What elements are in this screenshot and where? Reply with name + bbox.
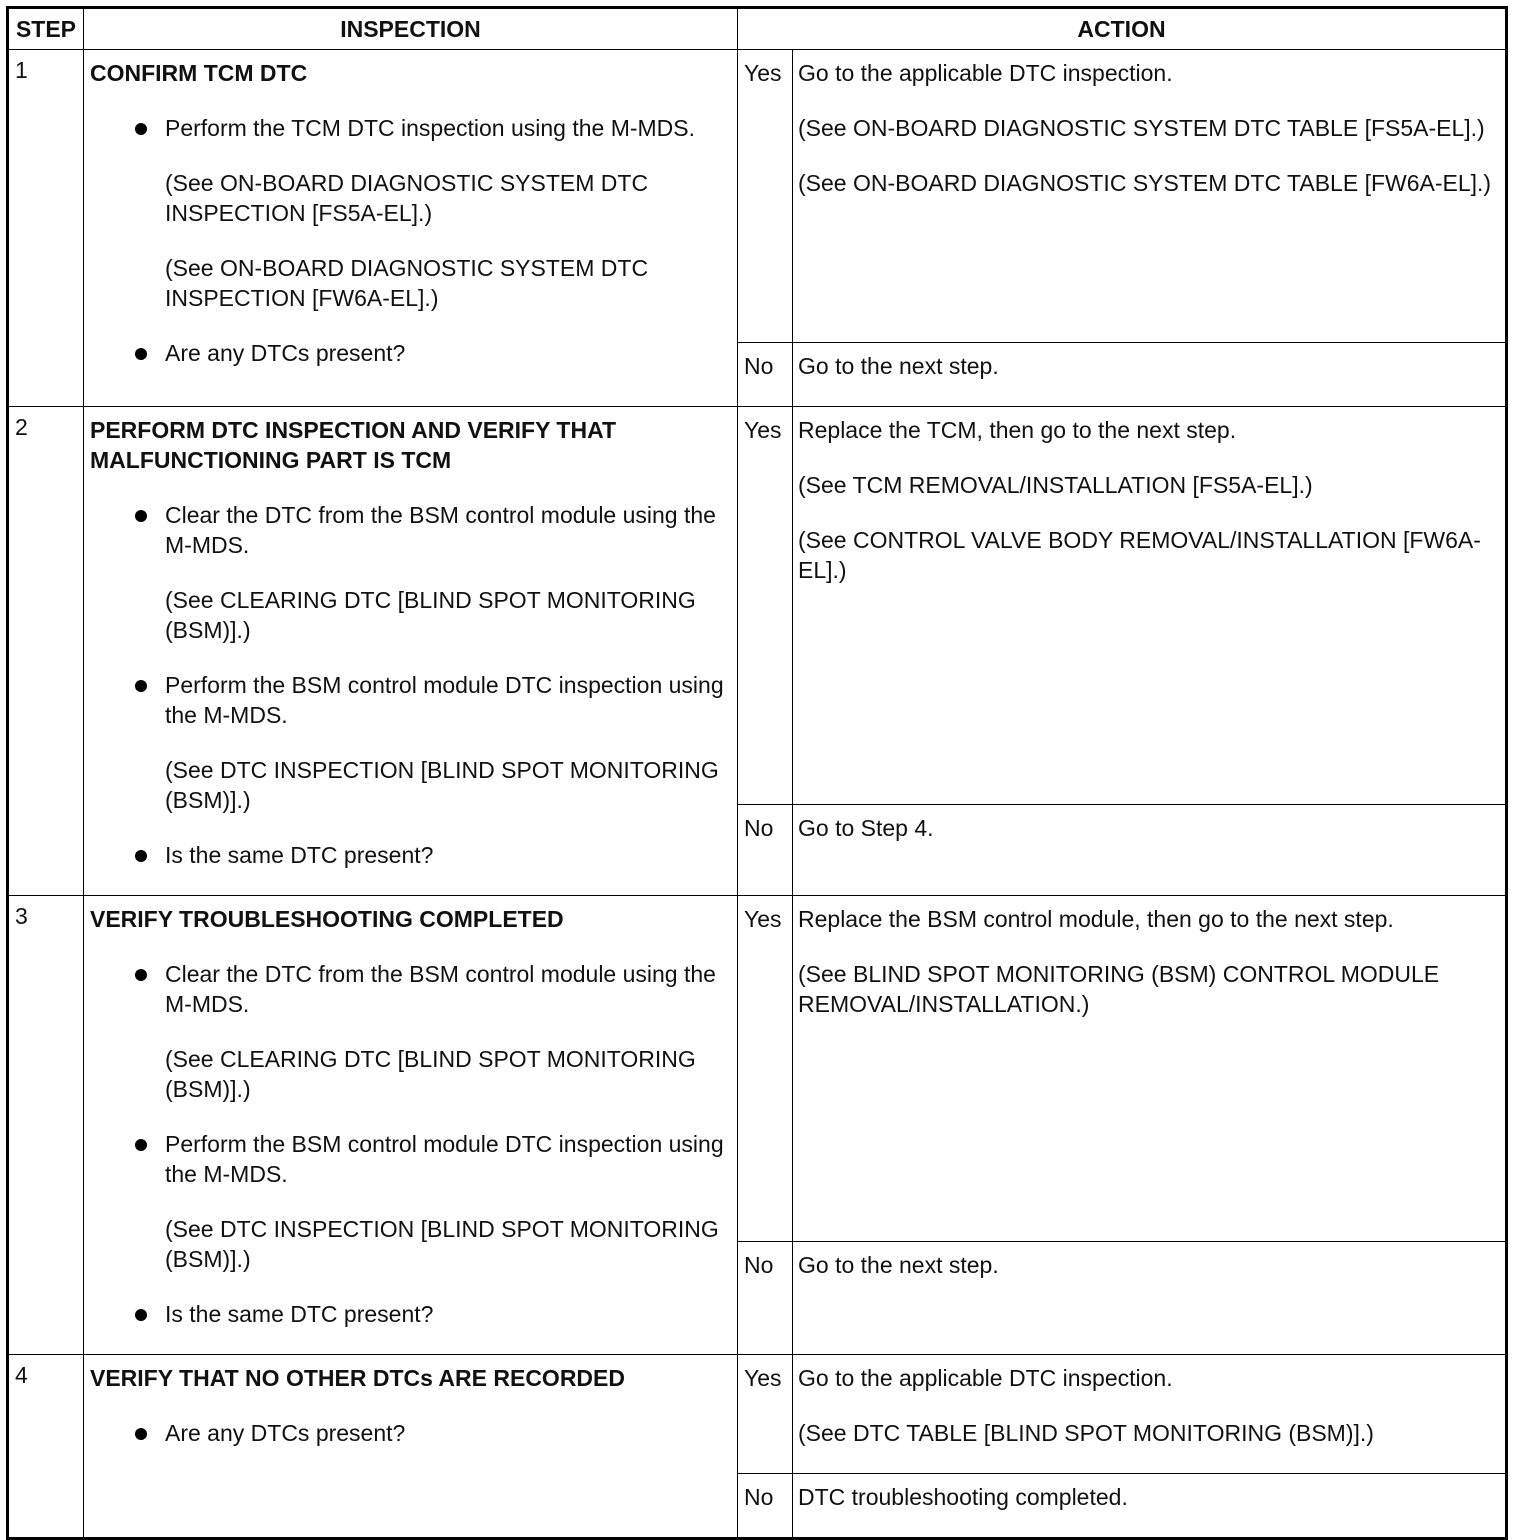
action-text: (See DTC TABLE [BLIND SPOT MONITORING (BSM)].): [798, 1420, 1374, 1446]
action-text: DTC troubleshooting completed.: [798, 1484, 1128, 1510]
action-text: (See CONTROL VALVE BODY REMOVAL/INSTALLATION [FW6A-EL].): [798, 527, 1481, 583]
action-text: Go to the applicable DTC inspection.: [798, 1365, 1173, 1391]
no-label: No: [738, 1474, 793, 1539]
inspection-title: CONFIRM TCM DTC: [90, 60, 308, 86]
header-inspection: INSPECTION: [84, 8, 738, 50]
inspection-bullet: Perform the TCM DTC inspection using the M-MDS.: [90, 113, 729, 143]
step-row-yes: [8, 407, 1507, 805]
header-step: STEP: [8, 8, 84, 50]
no-action: [793, 343, 1507, 407]
action-text: Go to the applicable DTC inspection.: [798, 60, 1173, 86]
step-row-yes: [8, 1355, 1507, 1474]
inspection-bullet: Perform the BSM control module DTC inspection using the M-MDS.: [90, 1129, 729, 1189]
inspection-bullet: Are any DTCs present?: [90, 338, 729, 368]
inspection-reference: (See DTC INSPECTION [BLIND SPOT MONITORING (BSM)].): [165, 757, 719, 813]
inspection-reference: (See CLEARING DTC [BLIND SPOT MONITORING (BSM)].): [165, 587, 696, 643]
inspection-bullet: Clear the DTC from the BSM control module using the M-MDS.: [90, 959, 729, 1019]
action-text: Go to the next step.: [798, 1251, 999, 1278]
inspection-title: VERIFY TROUBLESHOOTING COMPLETED: [90, 906, 564, 932]
inspection-bullet: Are any DTCs present?: [90, 1418, 729, 1448]
action-text: (See ON-BOARD DIAGNOSTIC SYSTEM DTC TABLE [FW6A-EL].): [798, 170, 1492, 196]
header-row: [8, 8, 1507, 50]
inspection-cell: [84, 407, 738, 896]
no-action: [793, 804, 1507, 895]
no-action: [793, 1474, 1507, 1539]
inspection-bullet: Clear the DTC from the BSM control module using the M-MDS.: [90, 500, 729, 560]
no-label: No: [738, 343, 793, 407]
step-row-yes: [8, 896, 1507, 1242]
yes-label: Yes: [738, 50, 793, 343]
step-number: 3: [8, 896, 84, 1355]
inspection-reference: (See CLEARING DTC [BLIND SPOT MONITORING (BSM)].): [165, 1046, 696, 1102]
yes-label: Yes: [738, 407, 793, 805]
inspection-cell: [84, 896, 738, 1355]
step-number: 2: [8, 407, 84, 896]
inspection-bullet: Is the same DTC present?: [90, 840, 729, 870]
troubleshooting-table: [6, 6, 1508, 1540]
step-number: 4: [8, 1355, 84, 1539]
yes-label: Yes: [738, 1355, 793, 1474]
yes-action: [793, 407, 1507, 805]
inspection-reference: (See ON-BOARD DIAGNOSTIC SYSTEM DTC INSPECTION [FS5A-EL].): [165, 170, 649, 226]
inspection-title: VERIFY THAT NO OTHER DTCs ARE RECORDED: [90, 1365, 625, 1391]
action-text: (See BLIND SPOT MONITORING (BSM) CONTROL MODULE REMOVAL/INSTALLATION.): [798, 961, 1440, 1017]
action-text: Replace the BSM control module, then go to the next step.: [798, 906, 1394, 932]
inspection-cell: [84, 50, 738, 407]
step-row-yes: [8, 50, 1507, 343]
action-text: (See TCM REMOVAL/INSTALLATION [FS5A-EL].): [798, 472, 1313, 498]
yes-action: [793, 896, 1507, 1242]
inspection-bullet: Is the same DTC present?: [90, 1299, 729, 1329]
inspection-bullet: Perform the BSM control module DTC inspection using the M-MDS.: [90, 670, 729, 730]
inspection-title: PERFORM DTC INSPECTION AND VERIFY THAT MALFUNCTIONING PART IS TCM: [90, 417, 617, 473]
no-label: No: [738, 804, 793, 895]
inspection-reference: (See DTC INSPECTION [BLIND SPOT MONITORING (BSM)].): [165, 1216, 719, 1272]
inspection-reference: (See ON-BOARD DIAGNOSTIC SYSTEM DTC INSPECTION [FW6A-EL].): [165, 255, 649, 311]
header-action: ACTION: [738, 8, 1507, 50]
action-text: Replace the TCM, then go to the next step.: [798, 417, 1237, 443]
action-text: Go to the next step.: [798, 353, 999, 379]
yes-action: [793, 50, 1507, 343]
step-number: 1: [8, 50, 84, 407]
inspection-cell: [84, 1355, 738, 1539]
action-text: Go to Step 4.: [798, 814, 934, 841]
yes-action: [793, 1355, 1507, 1474]
action-text: (See ON-BOARD DIAGNOSTIC SYSTEM DTC TABLE [FS5A-EL].): [798, 115, 1485, 141]
yes-label: Yes: [738, 896, 793, 1242]
no-action: [793, 1241, 1507, 1354]
no-label: No: [738, 1241, 793, 1354]
